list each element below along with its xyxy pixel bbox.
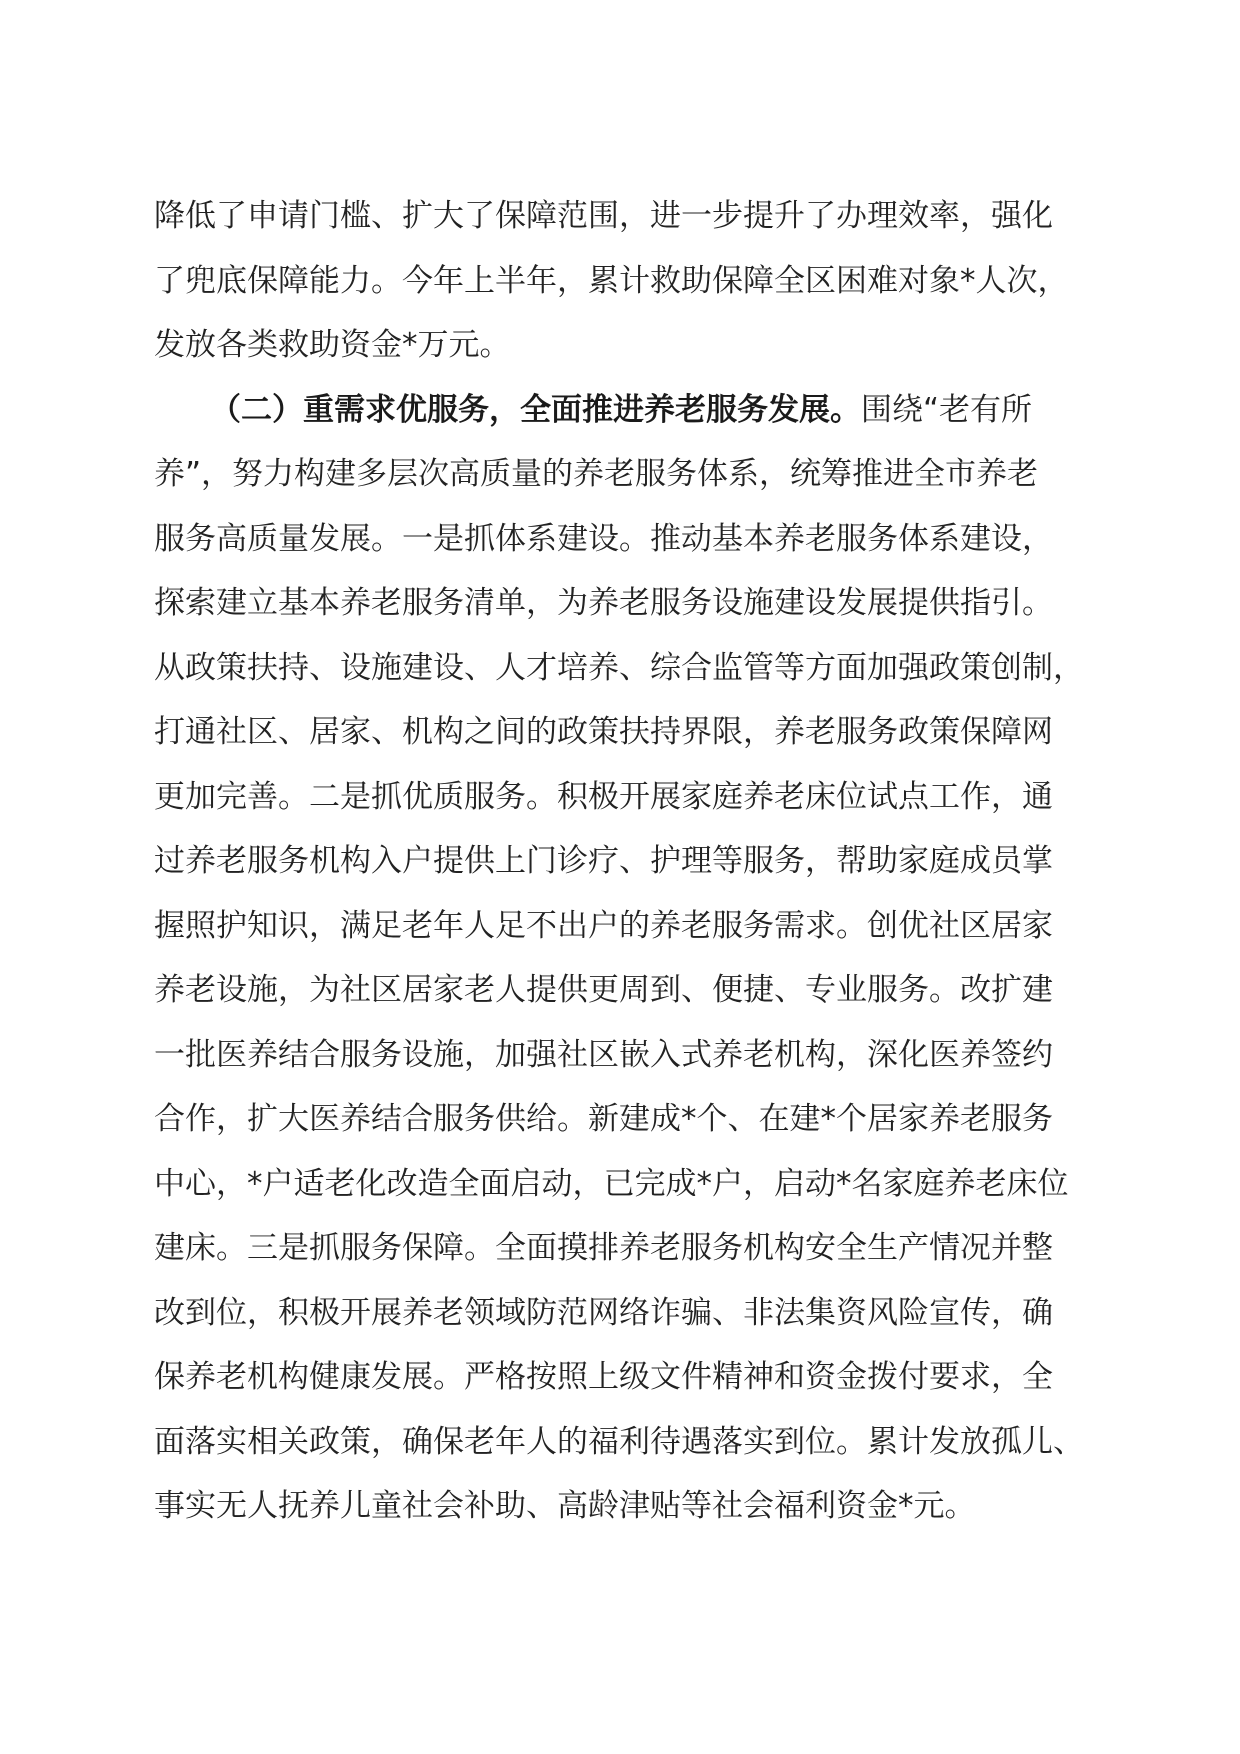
paragraph-first-line [154, 378, 1092, 443]
text-line: 降低了申请门槛、扩大了保障范围，进一步提升了办理效率，强化 [154, 198, 1053, 234]
text-line: 中心，*户适老化改造全面启动，已完成*户，启动*名家庭养老床位 [154, 1165, 1069, 1202]
text-line: 了兜底保障能力。今年上半年，累计救助保障全区困难对象*人次， [154, 262, 1069, 299]
text-line: 握照护知识，满足老年人足不出户的养老服务需求。创优社区居家 [154, 907, 1053, 944]
text-line: 保养老机构健康发展。严格按照上级文件精神和资金拨付要求，全 [154, 1359, 1053, 1395]
text-line: 改到位，积极开展养老领域防范网络诈骗、非法集资风险宣传，确 [154, 1294, 1053, 1331]
text-line: 过养老服务机构入户提供上门诊疗、护理等服务，帮助家庭成员掌 [154, 843, 1053, 879]
paragraph-elderly-care-services [154, 378, 1092, 1539]
text-line: 养老设施，为社区居家老人提供更周到、便捷、专业服务。改扩建 [154, 972, 1053, 1008]
text-line: 发放各类救助资金*万元。 [154, 327, 511, 363]
text-line: 养”，努力构建多层次高质量的养老服务体系，统筹推进全市养老 [154, 456, 1039, 492]
text-line: 更加完善。二是抓优质服务。积极开展家庭养老床位试点工作，通 [154, 778, 1053, 815]
text-line: 探索建立基本养老服务清单，为养老服务设施建设发展提供指引。 [154, 585, 1053, 621]
text-line: 事实无人抚养儿童社会补助、高龄津贴等社会福利资金*元。 [154, 1488, 976, 1524]
section-heading: （二）重需求优服务，全面推进养老服务发展。 [210, 391, 861, 428]
text-line: 建床。三是抓服务保障。全面摸排养老服务机构安全生产情况并整 [154, 1230, 1053, 1266]
text-line: 面落实相关政策，确保老年人的福利待遇落实到位。累计发放孤儿、 [154, 1423, 1084, 1460]
paragraph-social-assistance [154, 184, 1092, 378]
text-line: 从政策扶持、设施建设、人才培养、综合监管等方面加强政策创制， [154, 649, 1084, 686]
document-body [154, 184, 1092, 1539]
text-line: 一批医养结合服务设施，加强社区嵌入式养老机构，深化医养签约 [154, 1036, 1053, 1073]
text-line: 打通社区、居家、机构之间的政策扶持界限，养老服务政策保障网 [154, 714, 1053, 750]
text-line: 合作，扩大医养结合服务供给。新建成*个、在建*个居家养老服务 [154, 1101, 1053, 1137]
text-line: 服务高质量发展。一是抓体系建设。推动基本养老服务体系建设， [154, 520, 1053, 557]
text-segment: 围绕“老有所 [861, 391, 1033, 428]
